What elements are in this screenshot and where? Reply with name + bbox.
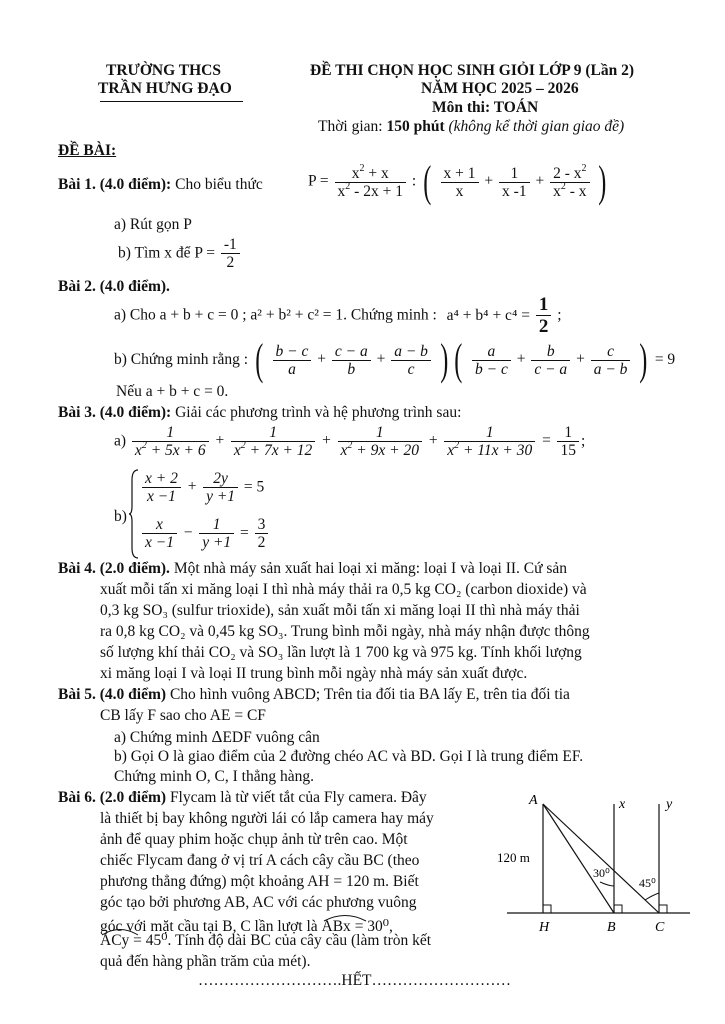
label-angle-B: 30⁰ xyxy=(593,866,610,880)
bai3-part-b-label: b) xyxy=(114,508,127,525)
bridge-diagram xyxy=(495,790,695,940)
bai4-line1: Bài 4. (2.0 điểm). Một nhà máy sản xuất hai loại xi măng: loại I và loại II. Cứ sản xyxy=(58,560,568,577)
bai3-system-eq1: $\frac{x + 2}{x -1}$ + $\frac{2y}{y +1}$ = 5 xyxy=(140,470,264,505)
bai3-part-a: a) $\frac{1}{x^2 + 5x + 6}$ + $\frac{1}{x^2 + 7x + 12}$ + $\frac{1}{x^2 + 9x + 20}$ + $\frac{1}{x^2 + 11x + 30}$ = $\frac{1}{15}$ ; xyxy=(114,424,586,459)
bai6-line2: là thiết bị bay không người lái có lắp camera hay máy xyxy=(100,810,434,827)
right-angle-C xyxy=(659,905,667,913)
label-height: 120 m xyxy=(497,850,530,865)
segment-AC xyxy=(543,804,659,913)
exam-title: ĐỀ THI CHỌN HỌC SINH GIỎI LỚP 9 (Lần 2) xyxy=(310,62,634,79)
bai1-heading: Bài 1. (4.0 điểm): Cho biểu thức xyxy=(58,176,263,193)
segment-AB xyxy=(543,804,614,913)
bai4-line3: 0,3 kg SO₃ (sulfur trioxide), sản xuất mỗi tấn xi măng loại II thì nhà máy thải xyxy=(100,602,580,619)
label-angle-C: 45⁰ xyxy=(639,876,656,890)
bai6-line3: ảnh để quay phim hoặc chụp ảnh từ trên cao. Một xyxy=(100,831,408,848)
label-x: x xyxy=(619,797,626,812)
bai1-part-b: b) Tìm x để P = $\frac{-1}{2}$ xyxy=(118,236,242,271)
bai5-part-a: a) Chứng minh ΔEDF vuông cân xyxy=(114,727,320,746)
school-name-line2: TRẦN HƯNG ĐẠO xyxy=(98,80,232,97)
label-A: A xyxy=(529,793,538,808)
bai4-line4: ra 0,8 kg CO₂ và 0,45 kg SO₃. Trung bình mỗi ngày, nhà máy nhận được thông xyxy=(100,623,590,640)
bai6-line8: ACy = 45⁰. Tính độ dài BC của cây cầu (làm tròn kết xyxy=(100,931,431,950)
school-name-line1: TRƯỜNG THCS xyxy=(106,62,221,79)
bai1-part-a: a) Rút gọn P xyxy=(114,216,192,233)
bai1-expression: P = $\frac{x^2 + x}{x^2 - 2x + 1}$ : ( $\frac{x + 1}{x}$ + $\frac{1}{x -1}$ + $\frac{2 - x^2}{x^2 - x}$ ) xyxy=(308,157,607,206)
label-C: C xyxy=(655,920,665,935)
bai2-heading: Bài 2. (4.0 điểm). xyxy=(58,278,170,295)
bai6-line6: góc tạo bởi phương AB, AC với các phương vuông xyxy=(100,894,417,911)
bai6-line9: quả đến hàng phần trăm của mét). xyxy=(100,953,311,970)
bai3-heading: Bài 3. (4.0 điểm): Giải các phương trình và hệ phương trình sau: xyxy=(58,404,462,421)
subject: Môn thi: TOÁN xyxy=(432,99,539,116)
bai2-part-a: a) Cho a + b + c = 0 ; a² + b² + c² = 1. Chứng minh : a⁴ + b⁴ + c⁴ = $\frac{1}{2}$ ; xyxy=(114,294,562,337)
bai3-system-eq2: $\frac{x}{x -1}$ − $\frac{1}{y +1}$ = $\frac{3}{2}$ xyxy=(140,516,270,551)
bai6-line1: Bài 6. (2.0 điểm) Flycam là từ viết tắt của Fly camera. Đây xyxy=(58,789,427,806)
bai6-line4: chiếc Flycam đang ở vị trí A cách cây cầu BC (theo xyxy=(100,852,420,869)
bai4-line5: số lượng khí thải CO₂ và SO₃ lần lượt là 1 700 kg và 975 kg. Tính khối lượng xyxy=(100,644,582,661)
bai5-part-b-line2: Chứng minh O, C, I thẳng hàng. xyxy=(114,768,314,785)
footer-end: ……………………….HẾT……………………… xyxy=(198,972,512,989)
de-bai-heading: ĐỀ BÀI: xyxy=(58,142,117,159)
bai2-condition: Nếu a + b + c = 0. xyxy=(116,383,229,400)
bai5-line2: CB lấy F sao cho AE = CF xyxy=(100,707,266,724)
bai4-line6: xi măng loại I và loại II trung bình mỗi ngày nhà máy sản xuất được. xyxy=(100,665,528,682)
exam-time: Thời gian: 150 phút (không kể thời gian giao đề) xyxy=(318,118,625,135)
header-underline xyxy=(100,101,243,102)
right-angle-B xyxy=(614,905,622,913)
system-brace xyxy=(128,468,140,560)
bai2-part-b: b) Chứng minh rằng : ( $\frac{b - c}{a}$ + $\frac{c - a}{b}$ + $\frac{a - b}{c}$ ) ( $\frac{a}{b - c}$ + $\frac{b}{c - a}$ + $\frac{c}{a - b}$ ) = 9 xyxy=(114,335,676,384)
angle-arc-C xyxy=(645,893,659,900)
label-y: y xyxy=(666,797,673,812)
label-H: H xyxy=(539,920,550,935)
bai6-line5: phương thẳng đứng) một khoảng AH = 120 m. Biết xyxy=(100,873,419,890)
angle-arc-B xyxy=(600,882,614,886)
right-angle-H xyxy=(543,905,551,913)
label-B: B xyxy=(607,920,616,935)
bai5-part-b-line1: b) Gọi O là giao điểm của 2 đường chéo AC và BD. Gọi I là trung điểm EF. xyxy=(114,748,584,765)
bai6-line7: góc với mặt cầu tại B, C lần lượt là ABx = 30⁰, xyxy=(100,904,393,936)
bai4-line2: xuất mỗi tấn xi măng loại I thì nhà máy thải ra 0,5 kg CO₂ (carbon dioxide) và xyxy=(100,581,587,598)
school-year: NĂM HỌC 2025 – 2026 xyxy=(421,80,579,97)
bai5-line1: Bài 5. (4.0 điểm) Cho hình vuông ABCD; Trên tia đối tia BA lấy E, trên tia đối tia xyxy=(58,686,570,703)
